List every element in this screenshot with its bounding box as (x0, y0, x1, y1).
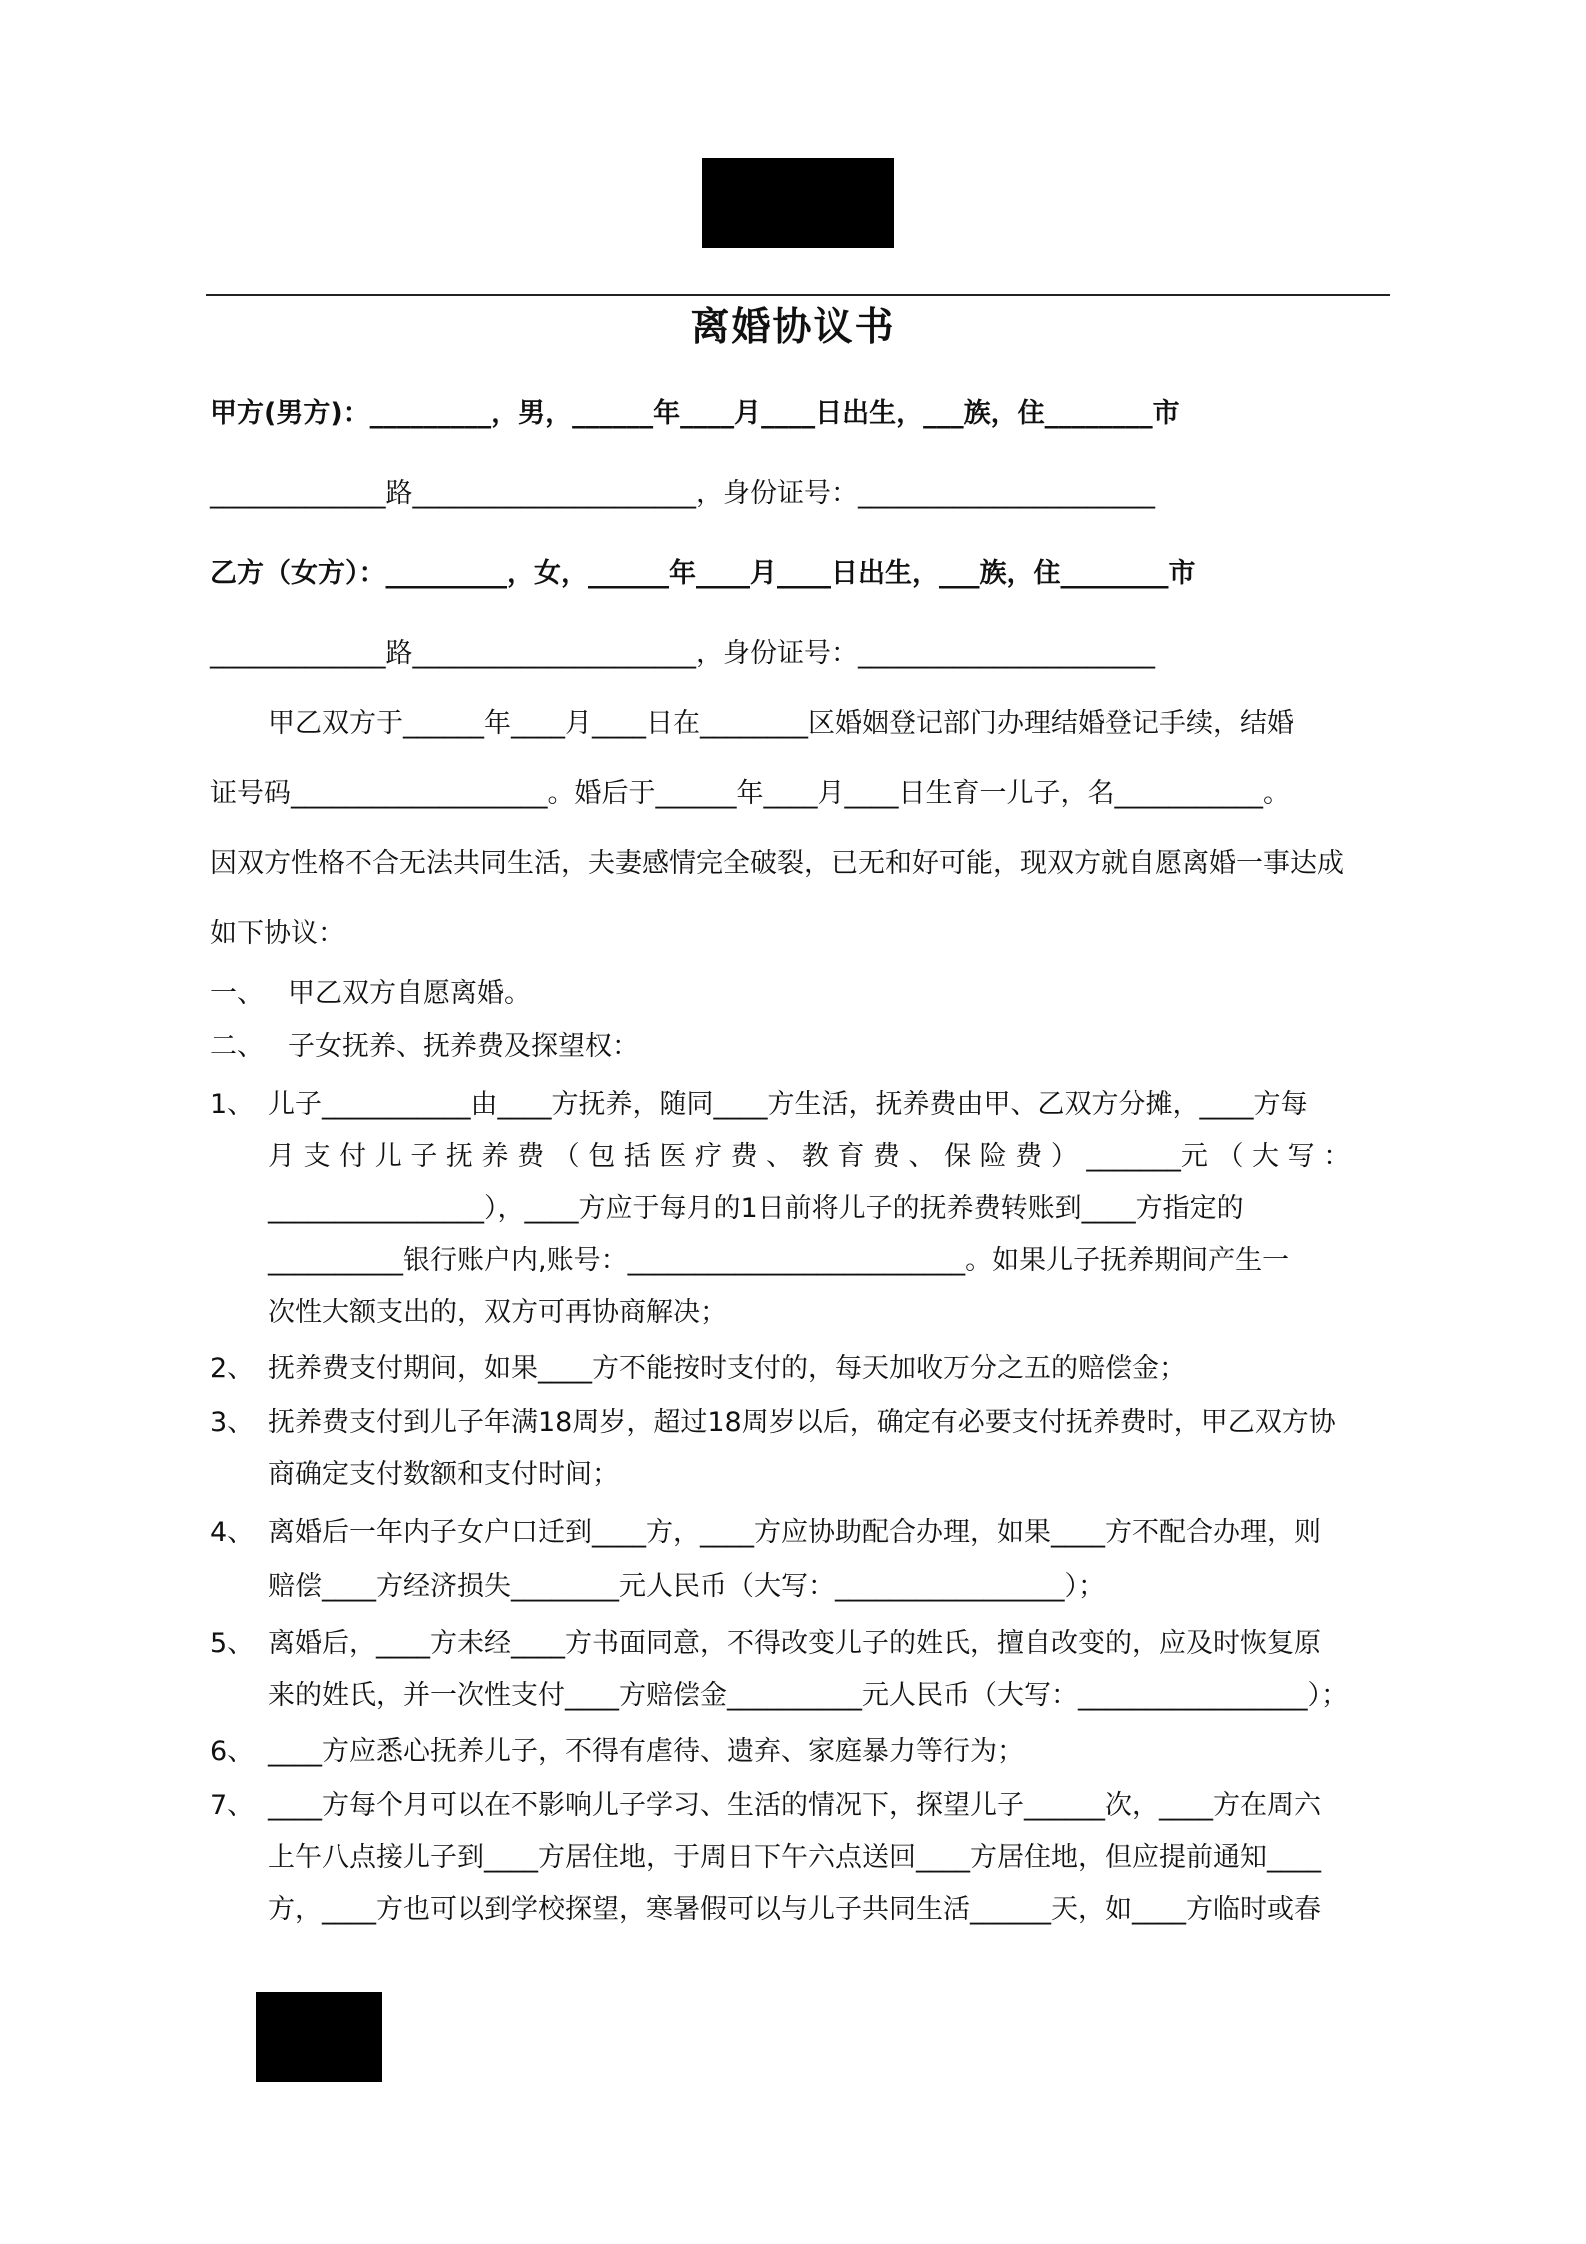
clause-line: 月 支 付 儿 子 抚 养 费 （ 包 括 医 疗 费 、 教 育 费 、 保 险 费 ） _______元 （ 大 写 ： (268, 1141, 1351, 1172)
section-number: 一、 (210, 978, 264, 1009)
party-a-line-1: 甲方(男方)：_________，男，______年____月____日出生，___族，住________市 (210, 398, 1180, 429)
clause-line: __________银行账户内,账号：_________________________。如果儿子抚养期间产生一 (268, 1245, 1290, 1276)
section-text: 甲乙双方自愿离婚。 (288, 978, 531, 1009)
clause-number: 6、 (210, 1736, 255, 1767)
party-b-line-1: 乙方（女方）：_________，女，______年____月____日出生，___族，住________市 (210, 558, 1196, 589)
clause-line: 赔偿____方经济损失________元人民币（大写：_________________）； (268, 1571, 1105, 1602)
clause-number: 2、 (210, 1353, 255, 1384)
clause-line: 来的姓氏，并一次性支付____方赔偿金__________元人民币（大写：_________________）； (268, 1680, 1348, 1711)
clause-line: 儿子___________由____方抚养，随同____方生活，抚养费由甲、乙双方分摊，____方每 (268, 1089, 1308, 1120)
section-text: 子女抚养、抚养费及探望权： (288, 1031, 639, 1062)
document-title: 离婚协议书 (690, 305, 896, 350)
party-a-line-2: _____________路_____________________，身份证号：______________________ (210, 478, 1155, 509)
preamble-line-3: 因双方性格不合无法共同生活，夫妻感情完全破裂，已无和好可能，现双方就自愿离婚一事达成 (210, 848, 1344, 879)
clause-line: 离婚后一年内子女户口迁到____方，____方应协助配合办理，如果____方不配合办理，则 (268, 1517, 1321, 1548)
clause-line: 离婚后，____方未经____方书面同意，不得改变儿子的姓氏，擅自改变的，应及时恢复原 (268, 1628, 1321, 1659)
preamble-line-1: 甲乙双方于______年____月____日在________区婚姻登记部门办理结婚登记手续，结婚 (268, 708, 1294, 739)
section-number: 二、 (210, 1031, 264, 1062)
clause-line: 上午八点接儿子到____方居住地，于周日下午六点送回____方居住地，但应提前通知____ (268, 1842, 1321, 1873)
clause-line: 抚养费支付到儿子年满18周岁，超过18周岁以后，确定有必要支付抚养费时，甲乙双方协 (268, 1407, 1336, 1438)
clause-line: ________________），____方应于每月的1日前将儿子的抚养费转账到____方指定的 (268, 1193, 1244, 1224)
preamble-line-4: 如下协议： (210, 918, 345, 949)
party-b-line-2: _____________路_____________________，身份证号：______________________ (210, 638, 1155, 669)
clause-line: 抚养费支付期间，如果____方不能按时支付的，每天加收万分之五的赔偿金； (268, 1353, 1186, 1384)
clause-number: 3、 (210, 1407, 255, 1438)
clause-number: 7、 (210, 1790, 255, 1821)
clause-number: 4、 (210, 1517, 255, 1548)
clause-line: ____方每个月可以在不影响儿子学习、生活的情况下，探望儿子______次，____方在周六 (268, 1790, 1321, 1821)
clause-number: 1、 (210, 1089, 255, 1120)
clause-line: 次性大额支出的，双方可再协商解决； (268, 1297, 727, 1328)
preamble-line-2: 证号码___________________。婚后于______年____月____日生育一儿子，名___________。 (210, 778, 1290, 809)
redacted-footer-block (256, 1992, 382, 2082)
clause-number: 5、 (210, 1628, 255, 1659)
clause-line: ____方应悉心抚养儿子，不得有虐待、遗弃、家庭暴力等行为； (268, 1736, 1024, 1767)
redacted-header-block (702, 158, 894, 248)
clause-line: 商确定支付数额和支付时间； (268, 1459, 619, 1490)
clause-line: 方，____方也可以到学校探望，寒暑假可以与儿子共同生活______天，如____方临时或春 (268, 1894, 1321, 1925)
